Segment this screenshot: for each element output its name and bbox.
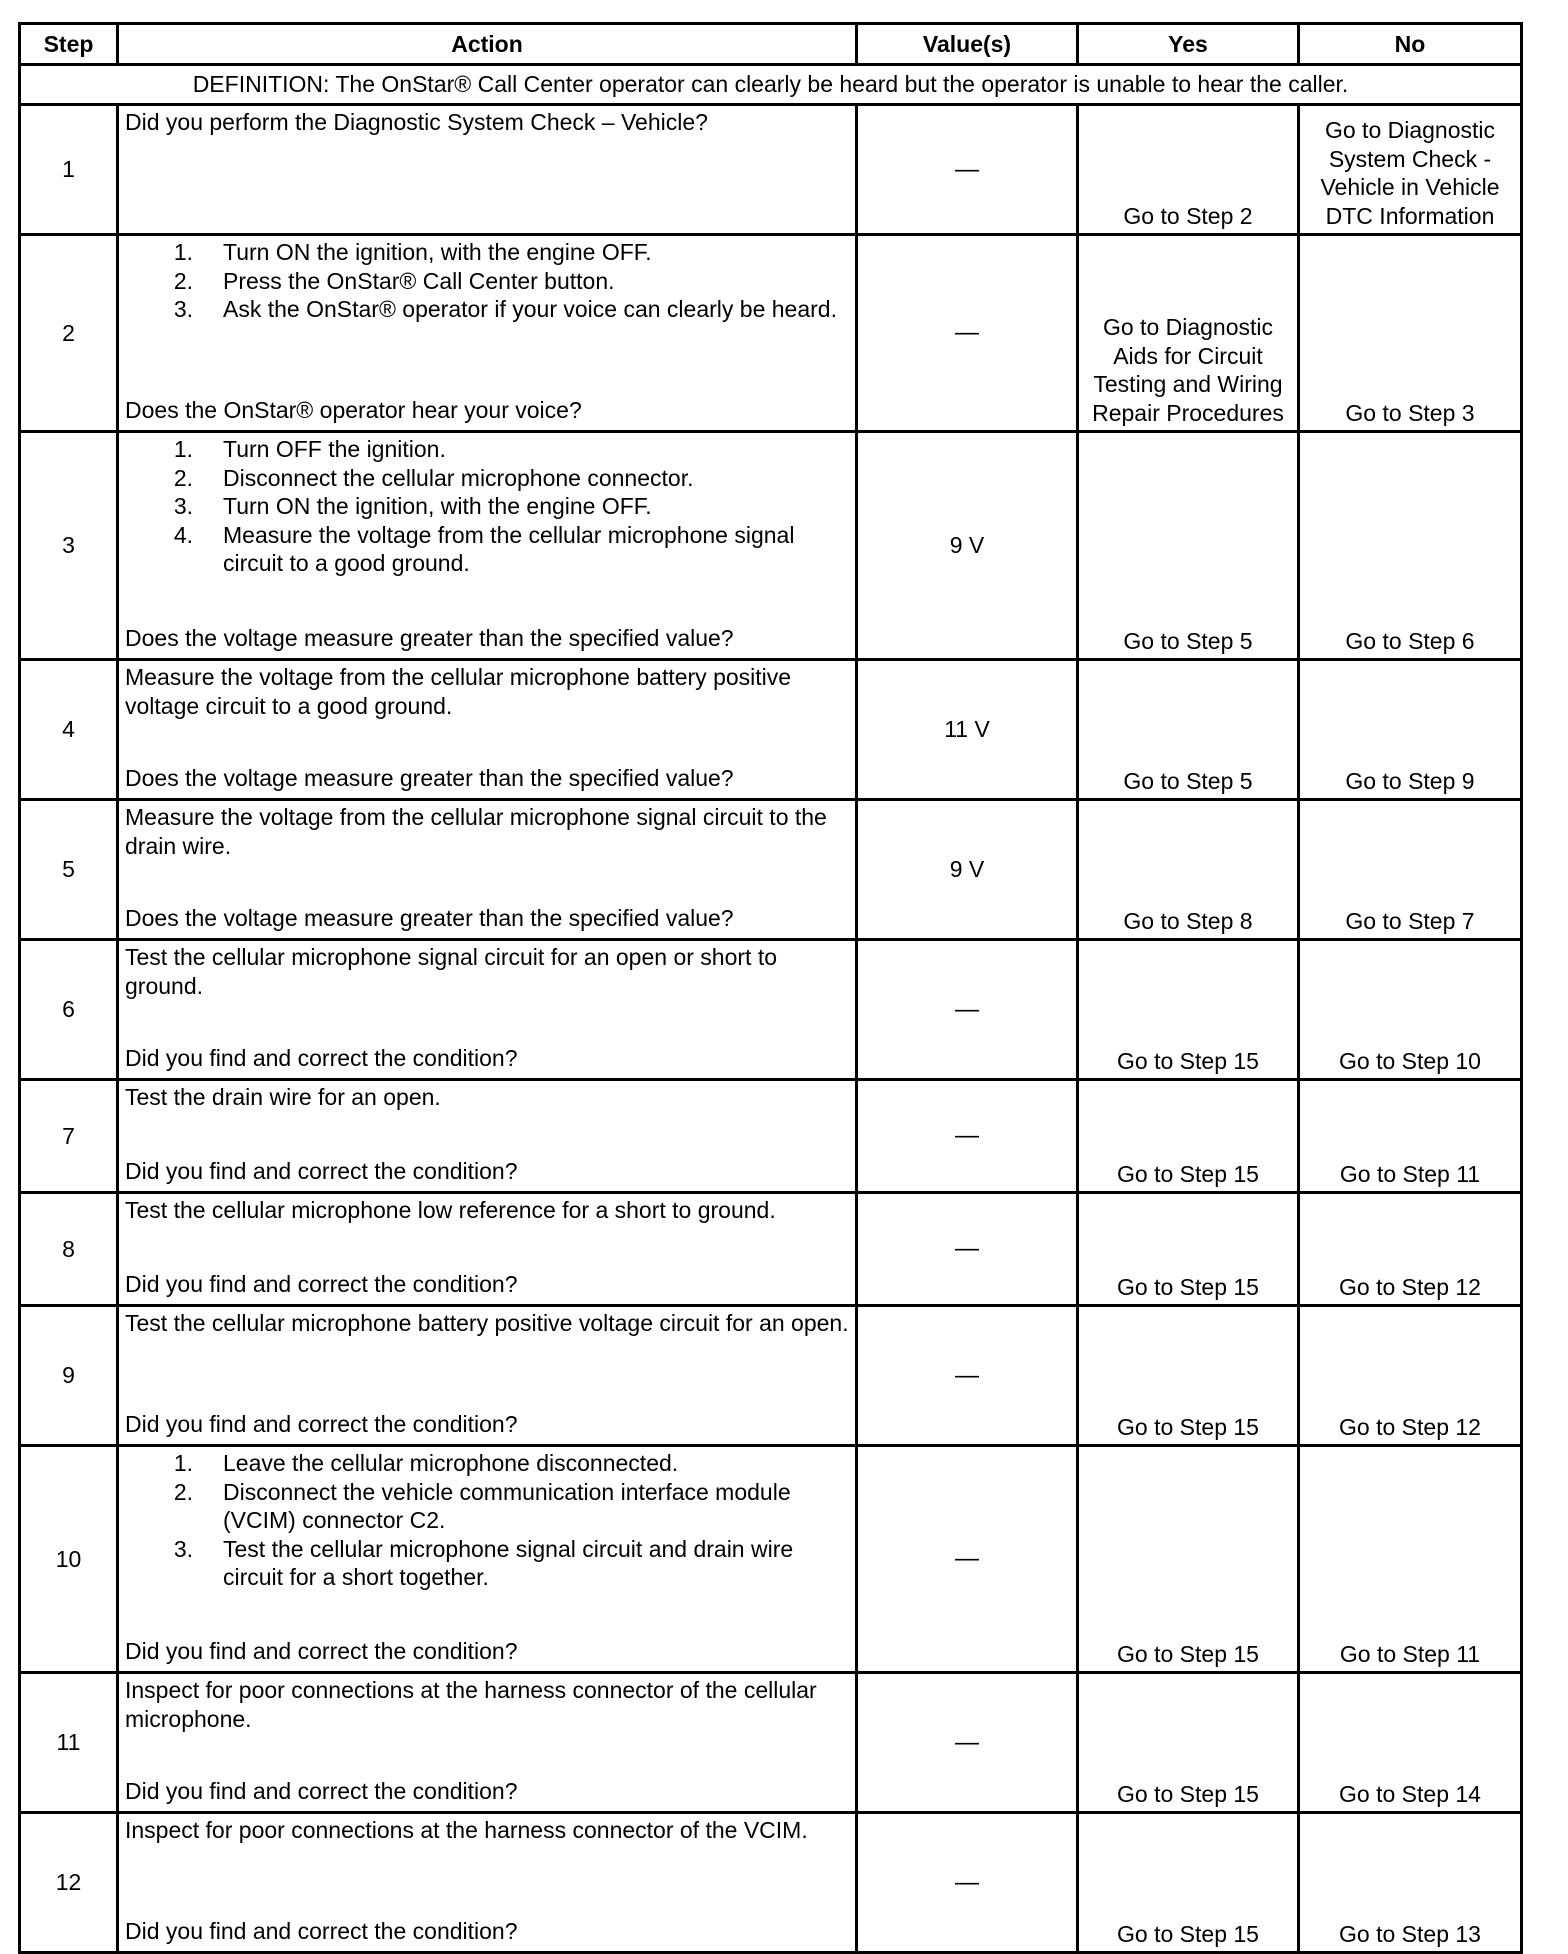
step-number: 1: [20, 105, 118, 235]
action-text: Inspect for poor connections at the harness connector of the VCIM.: [125, 1817, 808, 1843]
action-steps-list: [125, 238, 849, 324]
action-step-number: 4.: [173, 521, 193, 548]
value-cell: [857, 1306, 1078, 1446]
action-cell: [118, 1813, 857, 1953]
step-number: 7: [20, 1080, 118, 1193]
table-row: [20, 1813, 1522, 1953]
value-text: —: [955, 1122, 979, 1150]
action-step-text: Ask the OnStar® operator if your voice can clearly be heard.: [223, 296, 837, 322]
action-text: Inspect for poor connections at the harness connector of the cellular microphone.: [125, 1677, 817, 1732]
yes-action: Go to Diagnostic Aids for Circuit Testing and Wiring Repair Procedures: [1078, 235, 1299, 432]
action-text: Test the cellular microphone signal circuit for an open or short to ground.: [125, 944, 777, 999]
action-text: Measure the voltage from the cellular microphone battery positive voltage circuit to a good ground.: [125, 664, 792, 719]
step-number: 11: [20, 1673, 118, 1813]
header-values: Value(s): [857, 24, 1078, 65]
step-number: 9: [20, 1306, 118, 1446]
action-cell: [118, 660, 857, 800]
action-steps-list: [125, 1449, 849, 1592]
action-step-item: [125, 1535, 849, 1592]
no-action: Go to Step 14: [1299, 1673, 1522, 1813]
value-text: 9 V: [949, 856, 985, 883]
action-question: Does the OnStar® operator hear your voice?: [125, 396, 582, 423]
value-text: —: [955, 1361, 979, 1389]
action-question: Does the voltage measure greater than the specified value?: [125, 624, 734, 651]
table-row: [20, 660, 1522, 800]
table-row: [20, 432, 1522, 660]
value-text: —: [955, 319, 979, 347]
action-step-text: Disconnect the cellular microphone connector.: [223, 464, 694, 491]
yes-action: Go to Step 8: [1078, 800, 1299, 940]
value-cell: [857, 800, 1078, 940]
step-number: 10: [20, 1446, 118, 1673]
diagnostic-table: [18, 22, 1523, 1954]
no-action: Go to Step 12: [1299, 1306, 1522, 1446]
action-text: Measure the voltage from the cellular microphone signal circuit to the drain wire.: [125, 804, 827, 859]
no-action: Go to Step 7: [1299, 800, 1522, 940]
table-row: [20, 105, 1522, 235]
definition-text: DEFINITION: The OnStar® Call Center operator can clearly be heard but the operator is unable to hear the caller.: [20, 65, 1522, 105]
action-text: Did you perform the Diagnostic System Check – Vehicle?: [125, 109, 708, 135]
yes-action: Go to Step 15: [1078, 1080, 1299, 1193]
action-cell: [118, 432, 857, 660]
value-cell: [857, 1193, 1078, 1306]
action-cell: [118, 1306, 857, 1446]
action-text: Test the cellular microphone battery positive voltage circuit for an open.: [125, 1310, 849, 1336]
action-question: Did you find and correct the condition?: [125, 1917, 518, 1944]
value-text: —: [955, 1545, 979, 1573]
yes-action: Go to Step 15: [1078, 940, 1299, 1080]
table-row: [20, 800, 1522, 940]
action-step-item: [125, 267, 849, 296]
value-cell: [857, 432, 1078, 660]
action-step-number: 3.: [173, 296, 193, 322]
header-no: No: [1299, 24, 1522, 65]
action-question: Did you find and correct the condition?: [125, 1637, 518, 1664]
table-row: [20, 1080, 1522, 1193]
action-step-item: [125, 464, 849, 493]
value-cell: [857, 940, 1078, 1080]
action-step-number: 3.: [173, 1535, 193, 1562]
yes-action: Go to Step 15: [1078, 1446, 1299, 1673]
step-number: 12: [20, 1813, 118, 1953]
action-steps-list: [125, 435, 849, 578]
action-step-number: 1.: [173, 239, 193, 265]
header-row: [20, 24, 1522, 65]
value-cell: [857, 1446, 1078, 1673]
definition-row: [20, 65, 1522, 105]
action-text: Test the drain wire for an open.: [125, 1084, 441, 1110]
header-yes: Yes: [1078, 24, 1299, 65]
action-step-number: 2.: [173, 267, 193, 294]
action-step-number: 1.: [173, 436, 193, 462]
action-step-item: [125, 435, 849, 464]
table-row: [20, 1193, 1522, 1306]
value-text: 9 V: [949, 532, 985, 559]
value-text: —: [955, 995, 979, 1023]
table-row: [20, 235, 1522, 432]
action-step-text: Turn ON the ignition, with the engine OFF.: [223, 239, 652, 265]
no-action: Go to Step 3: [1299, 235, 1522, 432]
yes-action: Go to Step 15: [1078, 1813, 1299, 1953]
no-action: Go to Step 11: [1299, 1446, 1522, 1673]
action-question: Does the voltage measure greater than the specified value?: [125, 764, 734, 791]
action-cell: [118, 1446, 857, 1673]
action-step-text: Test the cellular microphone signal circuit and drain wire circuit for a short together.: [223, 1535, 794, 1590]
action-step-text: Press the OnStar® Call Center button.: [223, 267, 615, 294]
action-step-text: Leave the cellular microphone disconnected.: [223, 1450, 679, 1476]
no-action: Go to Step 9: [1299, 660, 1522, 800]
no-action: Go to Diagnostic System Check - Vehicle in Vehicle DTC Information: [1299, 105, 1522, 235]
action-step-item: [125, 492, 849, 521]
action-step-item: [125, 521, 849, 578]
yes-action: Go to Step 5: [1078, 660, 1299, 800]
action-step-text: Turn ON the ignition, with the engine OFF.: [223, 493, 652, 519]
step-number: 8: [20, 1193, 118, 1306]
no-action: Go to Step 13: [1299, 1813, 1522, 1953]
no-action: Go to Step 6: [1299, 432, 1522, 660]
diagnostic-document: [18, 22, 1523, 1954]
action-cell: [118, 1673, 857, 1813]
action-question: Did you find and correct the condition?: [125, 1044, 518, 1071]
table-row: [20, 940, 1522, 1080]
action-step-number: 1.: [173, 1450, 193, 1476]
value-text: —: [955, 155, 979, 183]
yes-action: Go to Step 15: [1078, 1306, 1299, 1446]
yes-action: Go to Step 15: [1078, 1673, 1299, 1813]
action-question: Did you find and correct the condition?: [125, 1157, 518, 1184]
no-action: Go to Step 12: [1299, 1193, 1522, 1306]
action-cell: [118, 105, 857, 235]
action-step-text: Turn OFF the ignition.: [223, 436, 446, 462]
action-step-number: 2.: [173, 464, 193, 491]
table-row: [20, 1673, 1522, 1813]
action-cell: [118, 1193, 857, 1306]
value-cell: [857, 1673, 1078, 1813]
step-number: 3: [20, 432, 118, 660]
value-text: —: [955, 1235, 979, 1263]
value-text: —: [955, 1868, 979, 1896]
action-cell: [118, 1080, 857, 1193]
value-cell: [857, 1813, 1078, 1953]
step-number: 4: [20, 660, 118, 800]
step-number: 5: [20, 800, 118, 940]
action-step-text: Measure the voltage from the cellular microphone signal circuit to a good ground.: [223, 521, 795, 576]
action-step-item: [125, 238, 849, 267]
no-action: Go to Step 10: [1299, 940, 1522, 1080]
yes-action: Go to Step 15: [1078, 1193, 1299, 1306]
action-cell: [118, 235, 857, 432]
action-cell: [118, 800, 857, 940]
action-question: Did you find and correct the condition?: [125, 1410, 518, 1437]
action-cell: [118, 940, 857, 1080]
action-question: Did you find and correct the condition?: [125, 1777, 518, 1804]
action-text: Test the cellular microphone low reference for a short to ground.: [125, 1197, 776, 1223]
header-step: Step: [20, 24, 118, 65]
table-row: [20, 1306, 1522, 1446]
step-number: 6: [20, 940, 118, 1080]
yes-action: Go to Step 5: [1078, 432, 1299, 660]
action-question: Does the voltage measure greater than the specified value?: [125, 904, 734, 931]
action-step-item: [125, 1478, 849, 1535]
action-question: Did you find and correct the condition?: [125, 1270, 518, 1297]
action-step-text: Disconnect the vehicle communication interface module (VCIM) connector C2.: [223, 1478, 791, 1533]
action-step-item: [125, 295, 849, 324]
action-step-item: [125, 1449, 849, 1478]
step-number: 2: [20, 235, 118, 432]
no-action: Go to Step 11: [1299, 1080, 1522, 1193]
action-step-number: 2.: [173, 1478, 193, 1505]
header-action: Action: [118, 24, 857, 65]
action-step-number: 3.: [173, 493, 193, 519]
value-text: 11 V: [944, 716, 990, 743]
value-text: —: [955, 1728, 979, 1756]
value-cell: [857, 660, 1078, 800]
yes-action: Go to Step 2: [1078, 105, 1299, 235]
value-cell: [857, 1080, 1078, 1193]
value-cell: [857, 105, 1078, 235]
value-cell: [857, 235, 1078, 432]
table-row: [20, 1446, 1522, 1673]
